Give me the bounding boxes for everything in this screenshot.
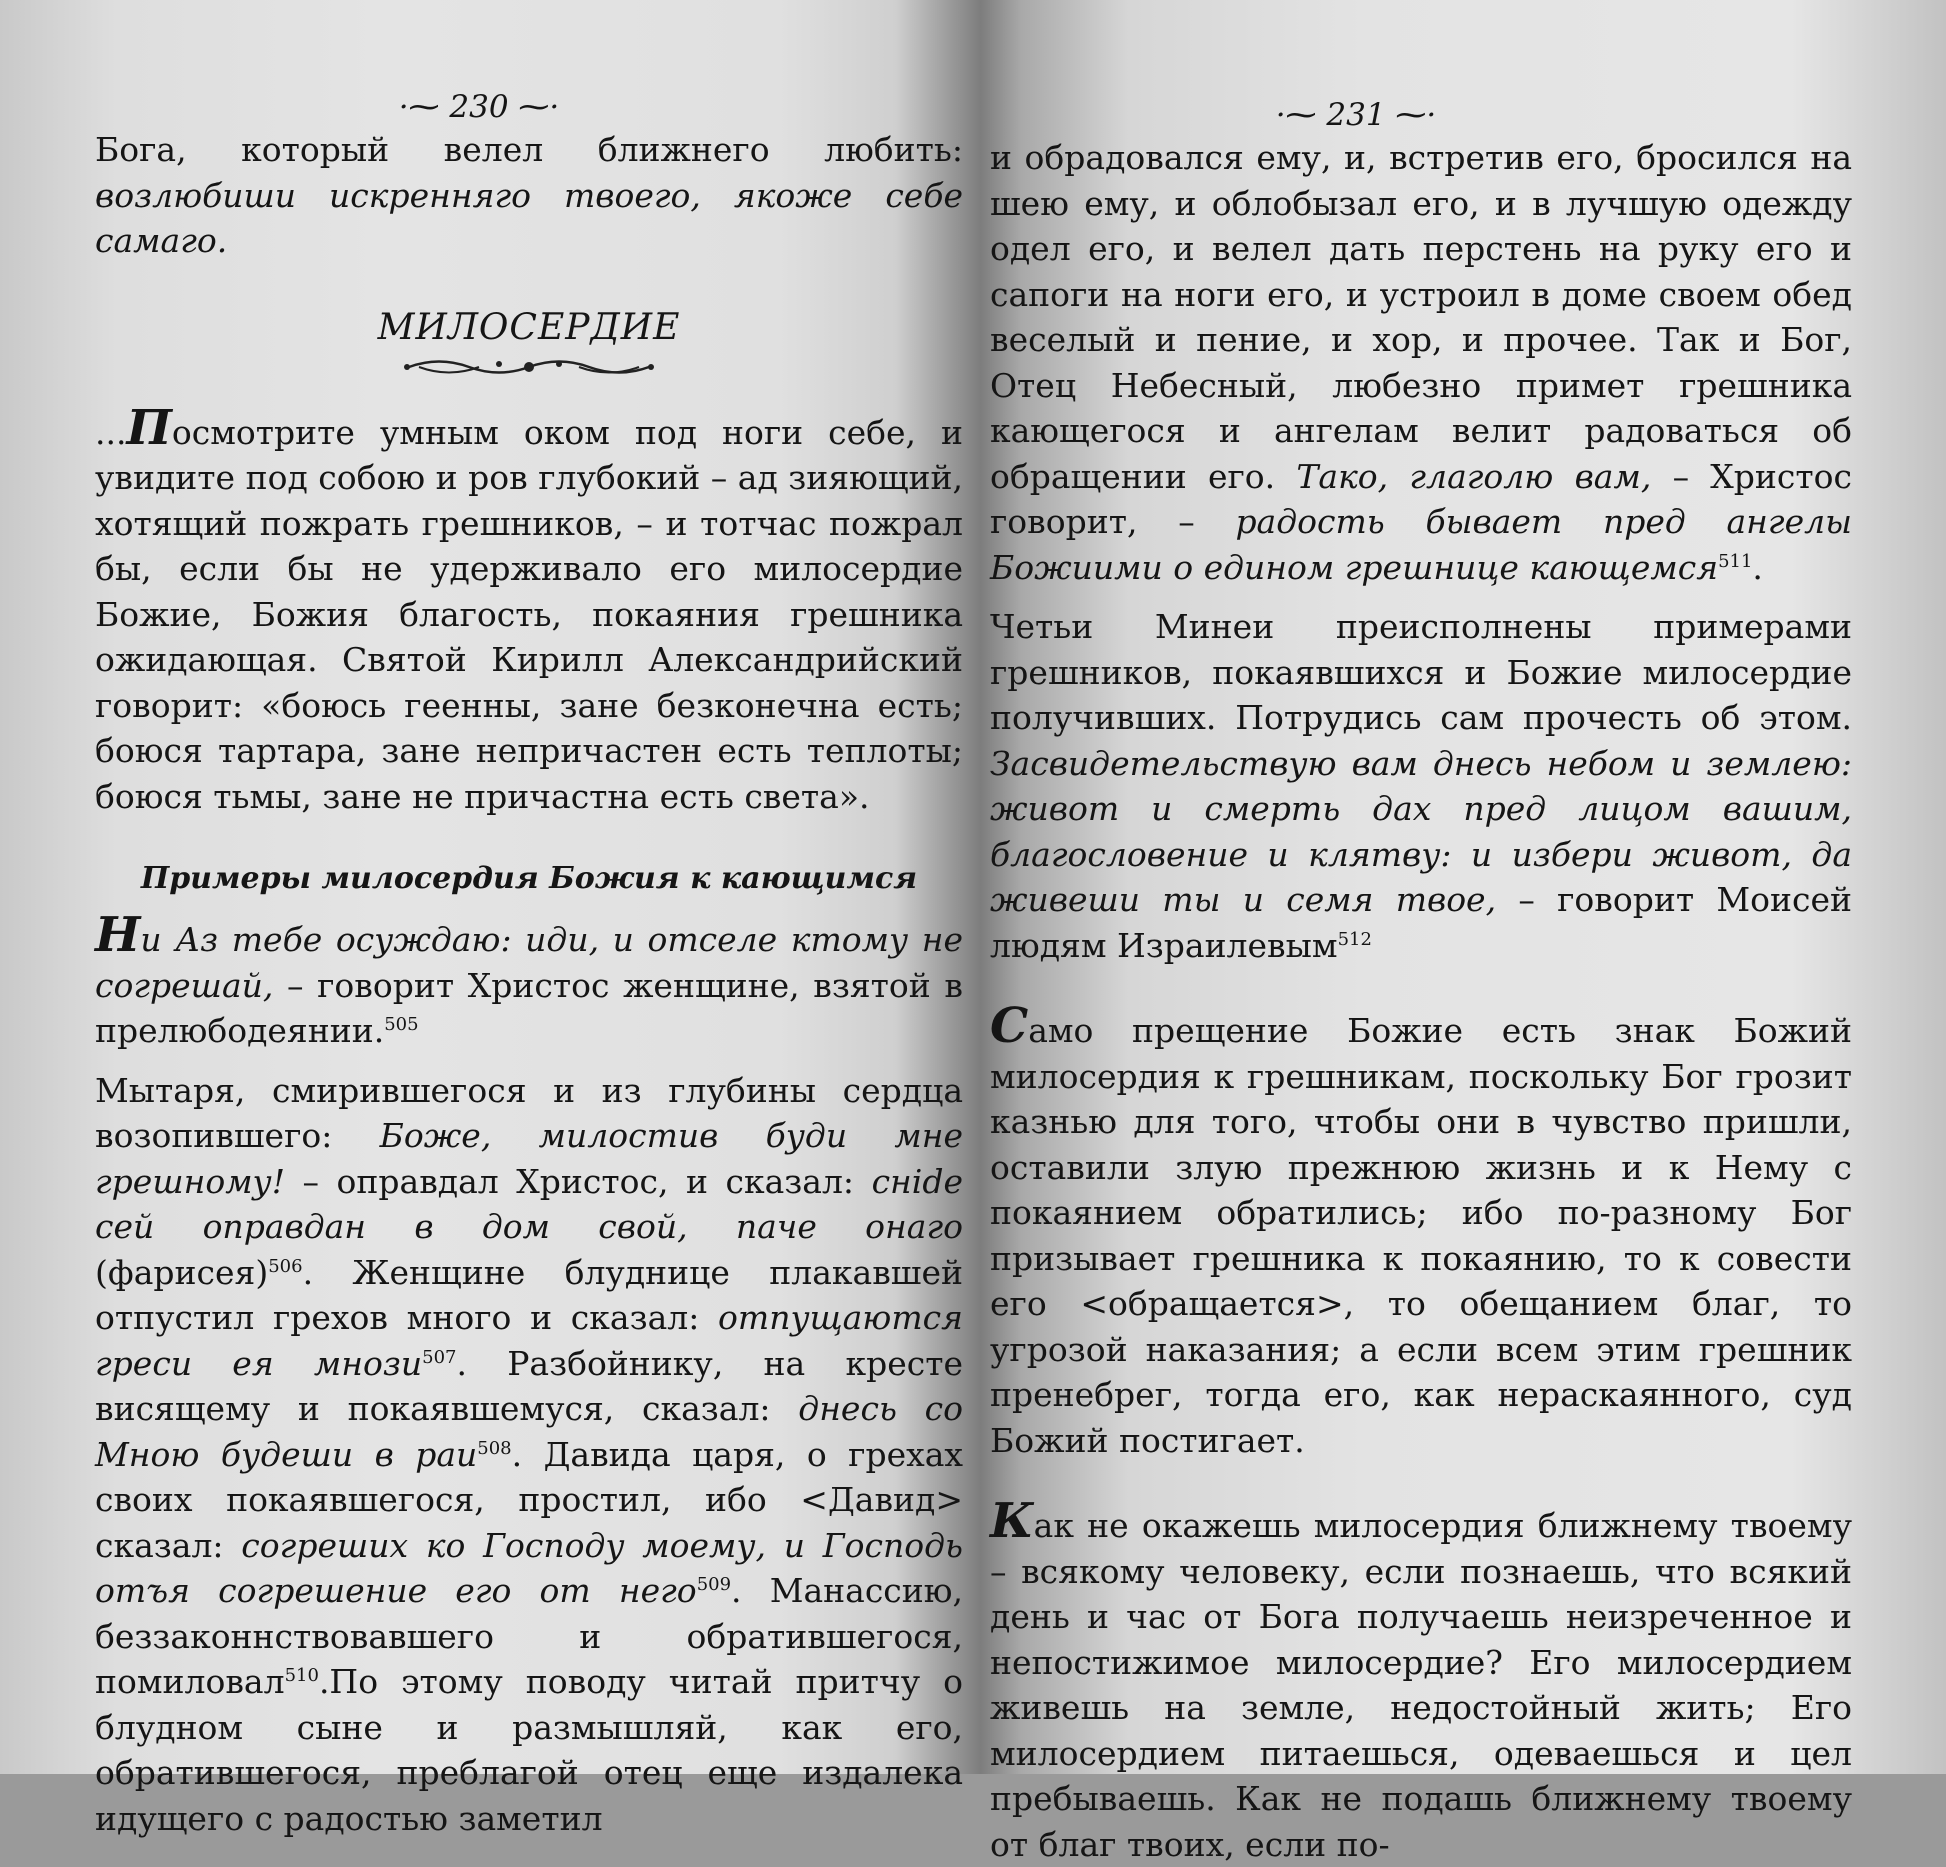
paragraph: и обрадовался ему, и, встретив его, бросился на шею ему, и облобызал его, и в лучшую одежду одел его, и велел дать перстень на руку его и сапоги на ноги его, и устроил в доме своем обед веселый и пение, и хор, и прочее. Так и Бог, Отец Небесный, любезно примет грешника кающегося и ангелам велит радоваться об обращении его. Тако, глаголю вам, – Христос говорит, – радость бывает пред ангелы Божиими о едином грешнице кающемся$^{511}$. [990, 138, 1853, 587]
paragraph: Бога, который велел ближнего любить: возлюбиши искренняго твоего, якоже себе самаго. [95, 130, 963, 260]
footnote-ref: 507 [422, 1346, 457, 1368]
right-page [990, 0, 1853, 1864]
drop-cap: С [990, 998, 1029, 1054]
left-page [95, 0, 964, 1838]
drop-cap: П [126, 399, 172, 456]
paragraph: Как не окажешь милосердия ближнему твоему – всякому человеку, если познаешь, что всякий день и час от Бога получаешь неизреченное и непостижимое милосердие? Его милосердием живешь на земле, недостойный жить; Его милосердием питаешься, одеваешься и цел пребываешь. Как не подашь ближнему твоему от благ твоих, если по- [990, 1493, 1852, 1864]
paragraph: Четьи Минеи преисполнены примерами грешников, покаявшихся и Божие милосердие получивших. Потрудись сам прочесть об этом. Засвидетельствую вам днесь небом и землею: живот и смерть дах пред лицом вашим, благословение и клятву: и избери живот, да живеши ты и семя твое, – говорит Моисей людям Израилевым$^{512}$ [990, 607, 1852, 965]
footnote-ref: 508 [477, 1437, 512, 1459]
page-number-right: ·⁓ 231 ⁓· [1275, 97, 1437, 133]
paragraph: Само прещение Божие есть знак Божий милосердия к грешникам, поскольку Бог грозит казнью для того, чтобы они в чувство пришли, оставили злую прежнюю жизнь и к Нему с покаянием обратились; ибо по-разному Бог призывает грешника к покаянию, то к совести его <обращается>, то обещанием благ, то угрозой наказания; а если всем этим грешник пренебрег, тогда его, как нераскаянного, суд Божий постигает. [990, 998, 1852, 1460]
paragraph: ...Посмотрите умным оком под ноги себе, и увидите под собою и ров глубокий – ад зияющий, хотящий пожрать грешников, – и тотчас пожрал бы, если бы не удерживало его милосердие Божие, Божия благость, покаяния грешника ожидающая. Святой Кирилл Александрийский говорит: «боюсь геенны, зане безконечна есть; боюся тартара, зане непричастен есть теплоты; боюся тьмы, зане не причастна есть света». [95, 399, 963, 816]
page-number-left: ·⁓ 230 ⁓· [398, 89, 560, 125]
drop-cap: К [990, 1493, 1034, 1549]
subsection-title: Примеры милосердия Божия к кающимся [140, 861, 918, 896]
footnote-ref: 506 [268, 1255, 303, 1277]
ornament-divider-icon [399, 352, 659, 382]
paragraph: Мытаря, смирившегося и из глубины сердца возопившего: Боже, милостив буди мне грешному! – оправдал Христос, и сказал: снide сей оправдан в дом свой, паче онаго (фарисея)$^{506}$. Женщине блуднице плакавшей отпустил грехов много и сказал: отпущаются греси ея мнози$^{507}$. Разбойнику, на кресте висящему и покаявшемуся, сказал: днесь со Мною будеши в раи$^{508}$. Давида царя, о грехах своих покаявшегося, простил, ибо <Давид> сказал: согреших ко Господу моему, и Господь отъя согрешение его от него$^{509}$. Манассию, беззаконнствовавшего и обратившегося, помиловал$^{510}$.По этому поводу читай притчу о блудном сыне и размышляй, как его, обратившегося, преблагой отец еще издалека идущего с радостью заметил [95, 1070, 964, 1838]
footnote-ref: 510 [284, 1665, 319, 1686]
drop-cap: Н [95, 907, 141, 963]
section-title: МИЛОСЕРДИЕ [377, 306, 681, 348]
paragraph: Ни Аз тебе осуждаю: иди, и отселе ктому не согрешай, – говорит Христос женщине, взятой в прелюбодеянии.$^{505}$ [95, 907, 963, 1050]
footnote-ref: 509 [696, 1574, 732, 1595]
footnote-ref: 512 [1337, 928, 1372, 950]
footnote-ref: 511 [1718, 550, 1753, 572]
footnote-ref: 505 [384, 1014, 419, 1035]
